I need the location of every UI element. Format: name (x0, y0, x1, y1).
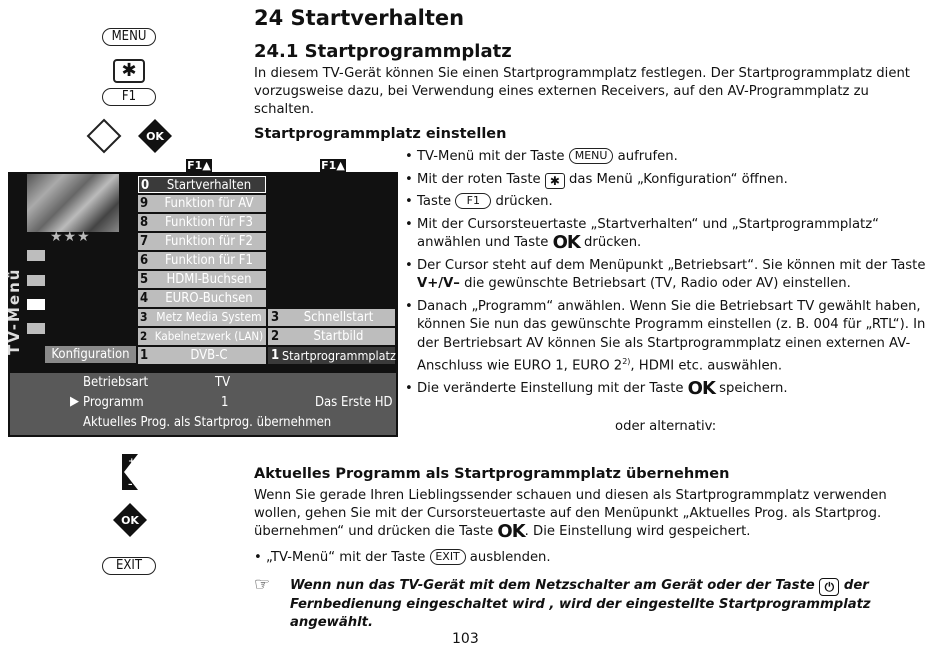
betriebsart-value[interactable]: TV (215, 375, 231, 390)
cursor-arrow-icon: ▶ (70, 394, 79, 409)
ok-icon: OK (497, 521, 525, 542)
list-item: • Die veränderte Einstellung mit der Taste OK speichern. (405, 380, 930, 399)
sidebar-box (27, 323, 45, 334)
take-current-program[interactable]: Aktuelles Prog. als Startprog. übernehmen (83, 415, 332, 430)
programm-value[interactable]: 1 (221, 395, 229, 410)
menu-item[interactable]: 7 Funktion für F2 (138, 233, 266, 250)
sidebar-box (27, 250, 45, 261)
star-icon: ✱ (545, 173, 565, 189)
section2-bullet: • „TV-Menü“ mit der Taste EXIT ausblenden. (254, 550, 551, 565)
intro-text: In diesem TV-Gerät können Sie einen Startprogrammplatz festlegen. Der Startprogrammplatz dient vorzugsweise dazu, bei Verwendung eines externen Receivers, auf den AV-Programmplatz zu schalten. (254, 66, 910, 117)
tiger-thumbnail (27, 174, 119, 232)
list-item: • Mit der roten Taste ✱ das Menü „Konfiguration“ öffnen. (405, 171, 930, 190)
f1-marker-2: F1▲ (321, 159, 345, 172)
config-label[interactable]: Konfiguration (45, 346, 136, 363)
menu-item[interactable]: 9 Funktion für AV (138, 195, 266, 212)
channel-name: Das Erste HD (315, 395, 393, 410)
list-item: • Taste F1 drücken. (405, 193, 930, 212)
instruction-list (405, 148, 930, 402)
page-number: 103 (452, 631, 479, 647)
exit-key: EXIT (102, 557, 156, 575)
red-star-key: ✱ (113, 59, 145, 83)
f1-key: F1 (102, 88, 156, 106)
menu-item[interactable]: 4 EURO-Buchsen (138, 290, 266, 307)
list-item: • Danach „Programm“ anwählen. Wenn Sie die Betriebsart TV gewählt haben, können Sie nun das gewünschte Programm einstellen (z. B. 004 für „RTL“). In der Bertriebsart AV können Sie als Startprogrammplatz einen externen AV-Anschluss wie EURO 1, EURO 2$^{2)}$, HDMI etc. auswählen. (405, 298, 930, 376)
svg-text:OK: OK (121, 514, 139, 527)
power-icon: ⏻ (819, 578, 839, 596)
list-item: • Mit der Cursorsteuertaste „Startverhalten“ und „Startprogrammplatz“ anwählen und Taste OK drücken. (405, 216, 930, 253)
menu-key: MENU (102, 28, 156, 46)
sidebar-box (27, 275, 45, 286)
f1-marker: F1▲ (187, 159, 211, 172)
ok-icon: OK (552, 232, 580, 253)
tv-menu-vertical-label: TV-Menü (5, 267, 23, 355)
programm-label: Programm (83, 395, 144, 410)
section-heading: 24.1 Startprogrammplatz (254, 41, 512, 62)
submenu-item[interactable]: 2 Startbild (268, 328, 395, 345)
info-panel (10, 373, 396, 435)
ok-key-icon-2 (112, 502, 148, 538)
list-item: • Der Cursor steht auf dem Menüpunkt „Betriebsart“. Sie können mit der Taste V+/V– die gewünschte Betriebsart (TV, Radio oder AV) einstellen. (405, 257, 930, 294)
betriebsart-label: Betriebsart (83, 375, 149, 390)
ok-icon: OK (687, 377, 715, 399)
alternative-text: oder alternativ: (615, 419, 717, 434)
menu-item-startverhalten[interactable]: 0 Startverhalten (138, 176, 266, 193)
list-item: • TV-Menü mit der Taste MENU aufrufen. (405, 148, 930, 167)
section2-text: Wenn Sie gerade Ihren Lieblingssender schauen und diesen als Startprogrammplatz verwenden wollen, gehen Sie mit der Cursorsteuertaste auf den Menüpunkt „Aktuelles Prog. als Startprog. übernehmen“ und drücken die Taste OK. Die Einstellung wird gespeichert. (254, 488, 887, 542)
svg-text:+: + (128, 457, 136, 467)
menu-item[interactable]: 2 Kabelnetzwerk (LAN) (138, 328, 266, 345)
svg-text:–: – (128, 480, 133, 490)
submenu-item[interactable]: 3 Schnellstart (268, 309, 395, 326)
page-heading: 24 Startverhalten (254, 6, 465, 30)
menu-item[interactable]: 5 HDMI-Buchsen (138, 271, 266, 288)
svg-text:OK: OK (146, 130, 164, 143)
note-text: Wenn nun das TV-Gerät mit dem Netzschalter am Gerät oder der Taste ⏻ der Fernbedienung eingeschaltet wird , wird der eingestellte Startprogrammplatz angewählt. (290, 578, 871, 630)
cursor-diamond-icon (86, 118, 122, 154)
menu-item[interactable]: 6 Funktion für F1 (138, 252, 266, 269)
sidebar-box (27, 299, 45, 310)
rating-stars: ★★★ (50, 229, 91, 245)
menu-item[interactable]: 1 DVB-C (138, 347, 266, 364)
ok-key-icon (137, 118, 173, 154)
pointing-hand-icon: ☞ (254, 574, 271, 595)
volume-key-icon (116, 452, 144, 492)
submenu-item-startprogrammplatz[interactable]: 1 Startprogrammplatz (268, 347, 395, 364)
section2-title: Aktuelles Programm als Startprogrammplatz übernehmen (254, 466, 730, 482)
section1-title: Startprogrammplatz einstellen (254, 126, 507, 142)
menu-item[interactable]: 3 Metz Media System (138, 309, 266, 326)
menu-item[interactable]: 8 Funktion für F3 (138, 214, 266, 231)
